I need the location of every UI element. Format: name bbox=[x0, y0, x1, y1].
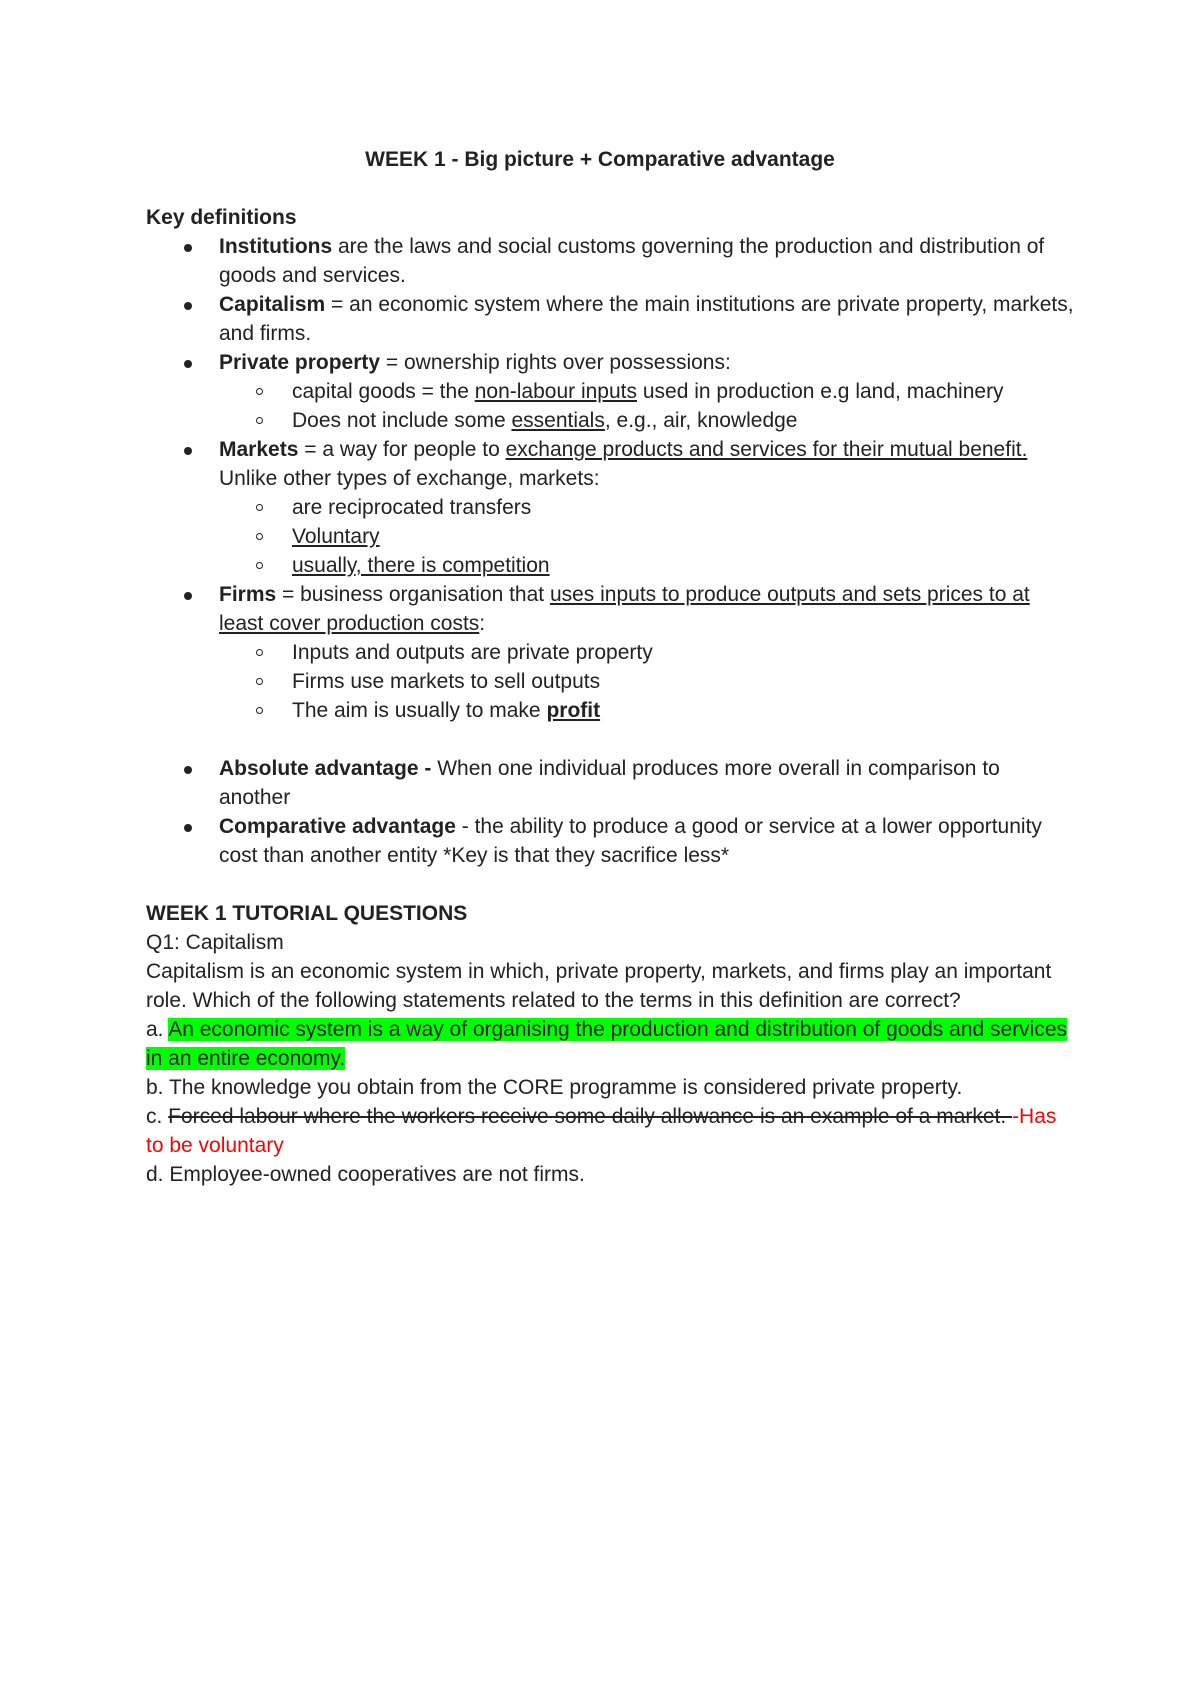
list-item bbox=[146, 348, 1076, 435]
list-item bbox=[146, 754, 1076, 812]
list-item bbox=[146, 435, 1076, 580]
option-a bbox=[146, 1015, 1076, 1073]
option-d: d. Employee-owned cooperatives are not firms. bbox=[146, 1163, 585, 1186]
list-item bbox=[219, 377, 1076, 406]
list-item: are reciprocated transfers bbox=[219, 493, 1076, 522]
list-item: Firms use markets to sell outputs bbox=[219, 667, 1076, 696]
term-firms: Firms bbox=[219, 583, 277, 606]
list-item bbox=[219, 696, 1076, 725]
advantage-list bbox=[146, 754, 1076, 870]
sub-text: Does not include some bbox=[292, 409, 512, 432]
correction-note: -Has to be voluntary bbox=[146, 1105, 1057, 1157]
underlined-text: uses inputs to produce outputs and sets prices to at least cover production costs bbox=[219, 583, 1030, 635]
option-prefix: c. bbox=[146, 1105, 169, 1128]
spacer bbox=[146, 725, 1076, 754]
list-item bbox=[219, 522, 1076, 551]
private-property-sublist bbox=[219, 377, 1076, 435]
list-item bbox=[219, 406, 1076, 435]
page-title: WEEK 1 - Big picture + Comparative advantage bbox=[365, 148, 835, 171]
option-b: b. The knowledge you obtain from the CORE programme is considered private property. bbox=[146, 1076, 963, 1099]
option-c bbox=[146, 1102, 1076, 1160]
definition-absolute-advantage: When one individual produces more overall in comparison to another bbox=[219, 757, 1000, 809]
term-comparative-advantage: Comparative advantage bbox=[219, 815, 456, 838]
profit-emphasis: profit bbox=[546, 699, 601, 722]
term-private-property: Private property bbox=[219, 351, 381, 374]
sub-text: capital goods = the bbox=[292, 380, 475, 403]
underlined-text: essentials bbox=[511, 409, 605, 432]
definition-firms: = business organisation that bbox=[276, 583, 550, 606]
key-definitions-heading: Key definitions bbox=[146, 206, 297, 229]
list-item bbox=[146, 580, 1076, 725]
document-body bbox=[146, 203, 1076, 1189]
markets-sublist bbox=[219, 493, 1076, 580]
definitions-list bbox=[146, 232, 1076, 725]
list-item bbox=[219, 551, 1076, 580]
list-item: Inputs and outputs are private property bbox=[219, 638, 1076, 667]
definition-comparative-advantage: - the ability to produce a good or service at a lower opportunity cost than another entity *Key is that they sacrifice less* bbox=[219, 815, 1042, 867]
definition-private-property: = ownership rights over possessions: bbox=[380, 351, 731, 374]
sub-text: used in production e.g land, machinery bbox=[637, 380, 1004, 403]
definition-markets-cont: Unlike other types of exchange, markets: bbox=[219, 467, 600, 490]
definition-markets: = a way for people to bbox=[298, 438, 506, 461]
list-item bbox=[146, 812, 1076, 870]
highlighted-answer: An economic system is a way of organising the production and distribution of goods and services in an entire economy. bbox=[146, 1018, 1068, 1070]
sub-text: , e.g., air, knowledge bbox=[604, 409, 798, 432]
term-absolute-advantage: Absolute advantage - bbox=[219, 757, 438, 780]
definition-firms-cont: : bbox=[479, 612, 486, 635]
term-institutions: Institutions bbox=[219, 235, 333, 258]
underlined-text: Voluntary bbox=[292, 525, 380, 548]
struck-text: Forced labour where the workers receive some daily allowance is an example of a market. bbox=[168, 1105, 1013, 1128]
firms-sublist bbox=[219, 638, 1076, 725]
tutorial-heading: WEEK 1 TUTORIAL QUESTIONS bbox=[146, 902, 468, 925]
underlined-text: non-labour inputs bbox=[474, 380, 637, 403]
underlined-text: usually, there is competition bbox=[292, 554, 550, 577]
list-item bbox=[146, 232, 1076, 290]
definition-capitalism: = an economic system where the main institutions are private property, markets, and firms. bbox=[219, 293, 1074, 345]
question-title: Q1: Capitalism bbox=[146, 931, 284, 954]
definition-institutions: are the laws and social customs governing the production and distribution of goods and services. bbox=[219, 235, 1045, 287]
spacer bbox=[146, 870, 1076, 899]
underlined-text: exchange products and services for their mutual benefit. bbox=[505, 438, 1028, 461]
question-text: Capitalism is an economic system in which, private property, markets, and firms play an important role. Which of the following statements related to the terms in this definition are correct? bbox=[146, 960, 1052, 1012]
term-capitalism: Capitalism bbox=[219, 293, 326, 316]
list-item bbox=[146, 290, 1076, 348]
sub-text: The aim is usually to make bbox=[292, 699, 547, 722]
option-prefix: a. bbox=[146, 1018, 169, 1041]
term-markets: Markets bbox=[219, 438, 299, 461]
